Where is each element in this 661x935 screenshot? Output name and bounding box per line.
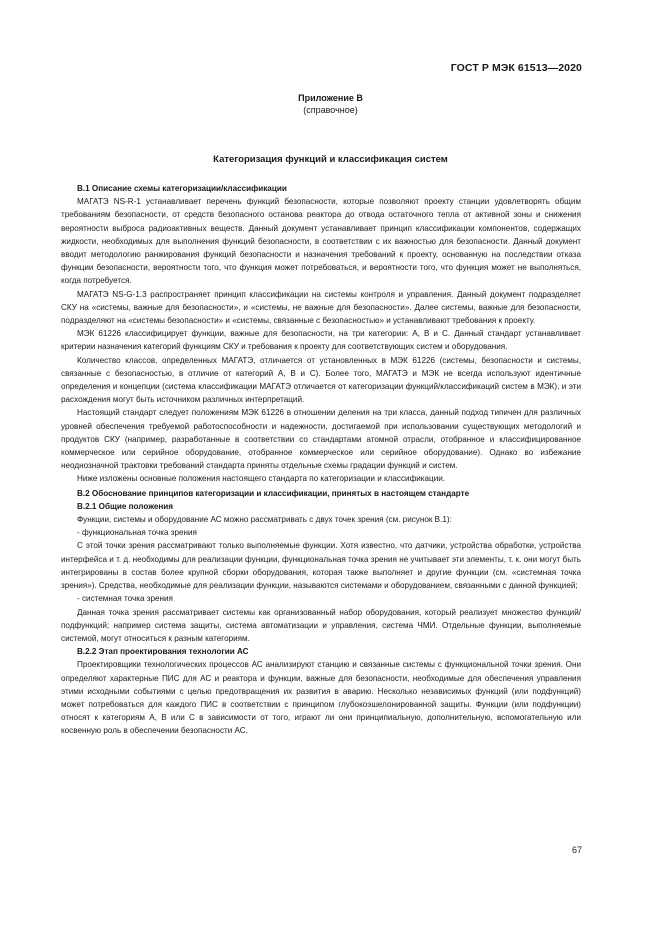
appendix-heading	[0, 92, 661, 116]
paragraph: С этой точки зрения рассматривают только выполняемые функции. Хотя известно, что датчики, устройства обработки, устройства интерфейса и т. д. необходимы для реализации функции, функциональная точка зрения не учитывает эти элементы, т. к. они могут быть интегрированы в состав более крупной сборки оборудования, которая также выполняет и другие функции (см. «системная точка зрения»). Средства, необходимые для реализации функции, называются системами и оборудованием, связанными с данной функцией;	[61, 541, 581, 591]
section-heading-b1: В.1 Описание схемы категоризации/классификации	[77, 184, 287, 193]
paragraph: Функции, системы и оборудование АС можно рассматривать с двух точек зрения (см. рисунок В.1):	[77, 515, 452, 525]
document-body	[61, 182, 581, 738]
appendix-title: Приложение В	[298, 93, 363, 103]
appendix-subtitle: (справочное)	[303, 105, 358, 115]
section-heading-b2: В.2 Обоснование принципов категоризации и классификации, принятых в настоящем стандарте	[77, 488, 470, 498]
paragraph: МАГАТЭ NS-G-1.3 распространяет принцип классификации на системы контроля и управления. Данный документ подразделяет СКУ на «системы, важные для безопасности», и «системы, не важные для безопасности». Далее системы, важные для безопасности, подразделяют на «системы безопасности» и «системы, связанные с безопасностью» и устанавливают требования к проекту.	[61, 289, 581, 326]
paragraph: МАГАТЭ NS-R-1 устанавливает перечень функций безопасности, которые позволяют проекту станции удовлетворять общим требованиям безопасности, от средств безопасного останова реактора до отвода остаточного тепла от активной зоны и снижения вероятности выброса радиоактивных веществ. Данный документ устанавливает принцип классификации компонентов, содержащих жидкости, необходимых для выполнения функций безопасности, в соответствии с их важностью для безопасности. Данный документ вводит методологию ранжирования функций безопасности и назначения требований к проекту, основанную на последствии отказа функции безопасности, вероятности того, что функция может потребоваться, и вероятности того, что функция может не выполняться, когда потребуется.	[61, 197, 581, 286]
standard-code: ГОСТ Р МЭК 61513—2020	[450, 62, 582, 74]
paragraph: Данная точка зрения рассматривает системы как организованный набор оборудования, который реализует множество функций/подфункций; например система защиты, система автоматизации и управления, система ЧМИ. Отдельные функции, выполняемые системой, могут относиться к разным категориям.	[61, 607, 581, 643]
subsection-heading-b21: В.2.1 Общие положения	[77, 501, 174, 511]
page-title: Категоризация функций и классификация систем	[213, 154, 448, 165]
subsection-heading-b22: В.2.2 Этап проектирования технологии АС	[77, 647, 249, 657]
list-item: - системная точка зрения	[77, 594, 173, 604]
list-item: - функциональная точка зрения	[77, 528, 197, 538]
paragraph: МЭК 61226 классифицирует функции, важные для безопасности, на три категории: А, В и С. Данный стандарт устанавливает критерии назначения категорий функциям СКУ и требования к проекту для соответствующих систем и оборудования.	[61, 329, 581, 352]
paragraph: Ниже изложены основные положения настоящего стандарта по категоризации и классификации.	[77, 474, 446, 484]
page-number: 67	[571, 845, 582, 855]
paragraph: Настоящий стандарт следует положениям МЭК 61226 в отношении деления на три класса, данный подход типичен для различных уровней обеспечения требуемой работоспособности и надежности, достигаемой при использовании существующих методологий и продуктов СКУ (например, разработанные в соответствии со стандартами атомной отрасли, отобранное и классифицированное коммерческое или серийное оборудование, отобранное коммерческое или серийное оборудование). Однако во избежание неоднозначной трактовки требований стандарта приняты отдельные схемы градации функций и систем.	[61, 408, 581, 471]
paragraph: Количество классов, определенных МАГАТЭ, отличается от установленных в МЭК 61226 (системы, безопасности и системы, связанные с безопасностью, в отличие от категорий А, В и С). Более того, МАГАТЭ и МЭК не всегда используют идентичные определения и концепции (система классификации МАГАТЭ отличается от категоризации функций/классификаций систем в МЭК), и эти расхождения могут быть источником различных интерпретаций.	[61, 355, 581, 405]
paragraph: Проектировщики технологических процессов АС анализируют станцию и связанные системы с функциональной точки зрения. Они определяют характерные ПИС для АС и реактора и функции, важные для безопасности, необходимые для обеспечения управления этими исходными событиями с целью предотвращения их развития в аварию. Несколько независимых функций (или подфункций) может потребоваться для каждого ПИС в соответствии с принципом глубокоэшелонированной защиты. Функции (или подфункции) относят к категориям А, В или С в зависимости от того, играют ли они принципиальную, дополнительную, вспомогательную или косвенную роль в обеспечении безопасности АС.	[61, 660, 581, 736]
